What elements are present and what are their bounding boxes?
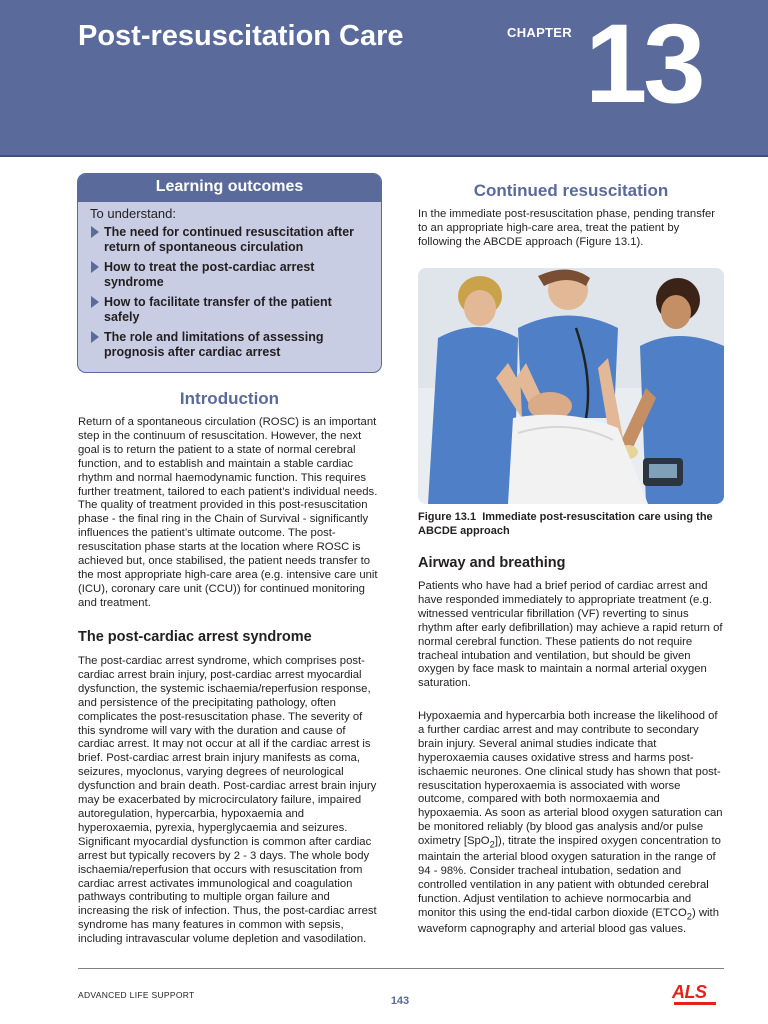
bullet-arrow-icon [91,296,99,308]
introduction-text: Return of a spontaneous circulation (ROSC) is an important step in the continuum of resuscitation. However, the next goal is to return the patient to a state of normal cerebral function, and to establish and maintain a stable cardiac rhythm and normal haemodynamic function. This requires further treatment, tailored to each patient’s individual needs. The quality of treatment provided in this post-resuscitation phase - the final ring in the Chain of Survival - significantly influences the patient’s ultimate outcome. The post-resuscitation phase starts at the location where ROSC is achieved but, once stabilised, the patient needs transfer to the most appropriate high-care area (e.g. intensive care unit (ICU), coronary care unit (CCU)) for continued monitoring and treatment. [78,416,378,609]
subscript: 2 [489,838,495,850]
continued-resuscitation-text: In the immediate post-resuscitation phase, pending transfer to an appropriate high-care area, treat the patient by following the ABCDE approach (Figure 13.1). [418,208,716,248]
continued-resuscitation-heading: Continued resuscitation [473,181,669,200]
airway-paragraph-2-part-a: Hypoxaemia and hypercarbia both increase the likelihood of a further cardiac arrest and may contribute to secondary brain injury. Several animal studies indicate that hyperoxaemia causes oxidative stress and harms post-ischaemic neurones. One clinical study has shown that post-resuscitation hyperoxaemia is associated with worse outcome, compared with both normoxaemia and hypoxaemia. As soon as arterial blood oxygen saturation can be monitored reliably (by blood gas analysis and/or pulse oximetry [SpO [418,710,723,848]
figure-13-1-image [418,268,724,504]
page-title: Post-resuscitation Care [78,20,404,52]
figure-number: Figure 13.1 [418,511,477,523]
syndrome-heading: The post-cardiac arrest syndrome [78,629,312,645]
syndrome-text: The post-cardiac arrest syndrome, which comprises post-cardiac arrest brain injury, post-cardiac arrest myocardial dysfunction, the systemic ischaemia/reperfusion response, and persistence of the precipitating pathology, often complicates the post-resuscitation phase. The severity of this syndrome will vary with the duration and cause of cardiac arrest. It may not occur at all if the cardiac arrest is brief. Post-cardiac arrest brain injury manifests as coma, seizures, myoclonus, varying degrees of neurological dysfunction and brain death. Post-cardiac arrest brain injury may be exacerbated by microcirculatory failure, impaired autoregulation, hypercarbia, hypoxaemia and hyperoxaemia, pyrexia, hyperglycaemia and seizures. Significant myocardial dysfunction is common after cardiac arrest but typically recovers by 2 - 3 days. The whole body ischaemia/reperfusion that occurs with resuscitation from cardiac arrest activates immunological and coagulation pathways contributing to multiple organ failure and increasing the risk of infection. Thus, the post-cardiac arrest syndrome has many features in common with sepsis, including intravascular volume depletion and vasodilation. [78,655,377,946]
als-logo: ALS [672,982,707,1002]
learning-outcome-text: How to facilitate transfer of the patient safely [104,295,332,324]
footer-rule [78,968,724,969]
chapter-header [0,0,768,157]
learning-outcomes-list [78,225,381,360]
airway-paragraph-2-part-b: ]), titrate the inspired oxygen concentration to maintain the arterial blood oxygen saturation in the range of 94 - 98%. Consider tracheal intubation, sedation and controlled ventilation in any patient with obtunded cerebral function. Adjust ventilation to achieve normocarbia and monitor this using the end-tidal carbon dioxide (ETCO [418,835,721,919]
airway-paragraph-2-part-c: ) with waveform capnography and arterial blood gas values. [418,906,719,936]
learning-outcome-item [78,330,381,360]
page-number: 143 [390,995,410,1007]
airway-breathing-heading: Airway and breathing [418,555,566,571]
logo-underline [674,1002,716,1005]
learning-outcome-text: How to treat the post-cardiac arrest syndrome [104,260,315,289]
learning-outcome-item [78,295,381,325]
bullet-arrow-icon [91,331,99,343]
learning-outcome-item [78,260,381,290]
chapter-label: CHAPTER [507,25,572,40]
bullet-arrow-icon [91,261,99,273]
figure-caption-text: Immediate post-resuscitation care using the ABCDE approach [418,511,713,537]
introduction-heading: Introduction [179,389,280,408]
airway-paragraph-1: Patients who have had a brief period of cardiac arrest and have responded immediately to appropriate treatment (e.g. witnessed ventricular fibrillation (VF) reverting to sinus rhythm after early defibrillation) may achieve a rapid return of normal cerebral function. These patients do not require tracheal intubation and ventilation, but should be given oxygen by face mask to maintain a normal arterial oxygen saturation. [418,580,723,690]
resuscitation-scene-illustration [418,268,724,504]
airway-paragraph-2 [418,710,724,937]
learning-outcomes-intro: To understand: [90,206,177,221]
chapter-number: 13 [585,1,702,126]
subscript: 2 [686,910,692,922]
footer-book-title: ADVANCED LIFE SUPPORT [78,990,195,1000]
learning-outcome-text: The need for continued resuscitation after return of spontaneous circulation [104,225,355,254]
learning-outcome-item [78,225,381,255]
bullet-arrow-icon [91,226,99,238]
learning-outcome-text: The role and limitations of assessing prognosis after cardiac arrest [104,330,324,359]
learning-outcomes-heading: Learning outcomes [78,174,381,202]
learning-outcomes-box [77,173,382,373]
figure-caption [418,511,724,538]
